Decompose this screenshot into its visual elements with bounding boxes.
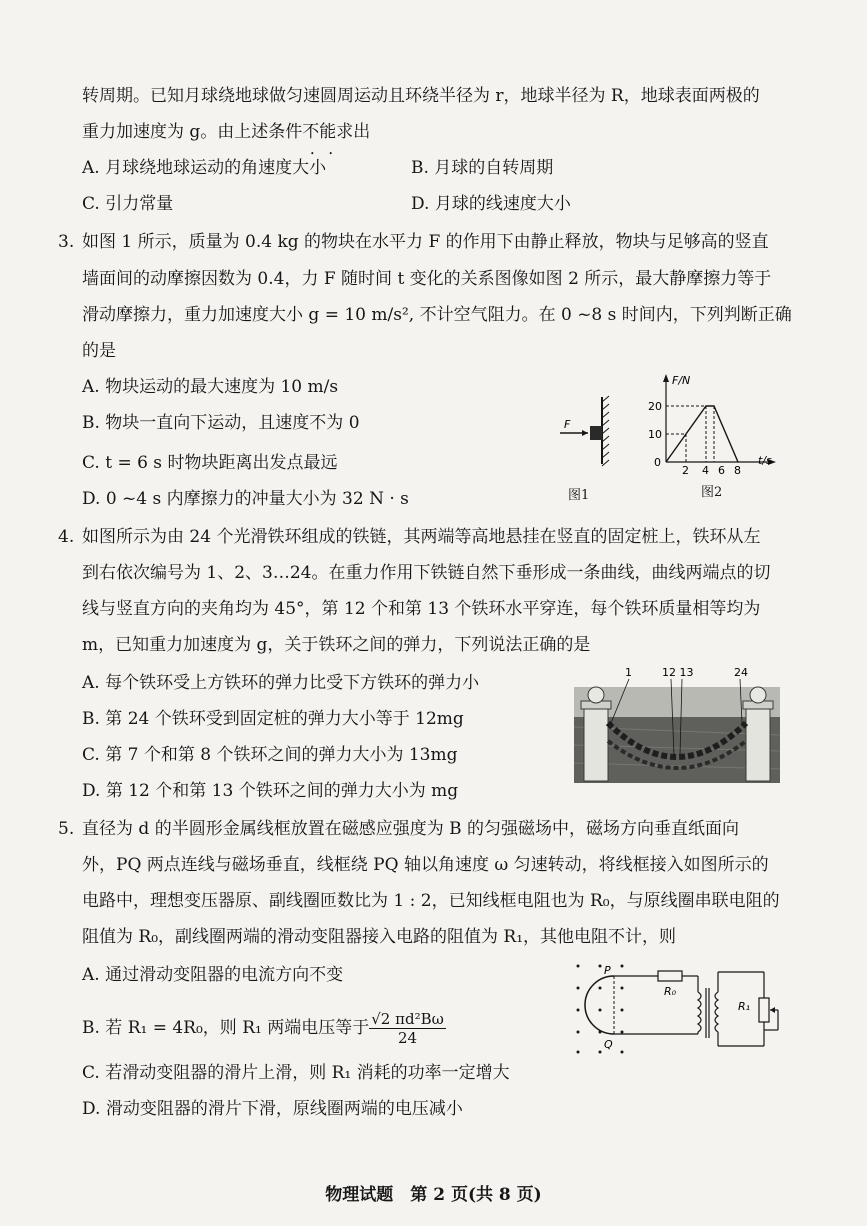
q3-line-4: 的是 [82, 341, 116, 361]
q3-number: 3. [58, 232, 75, 252]
q5-line-2: 外，PQ 两点连线与磁场垂直，线框绕 PQ 轴以角速度 ω 匀速转动，将线框接入如图所示的 [82, 855, 769, 875]
q5-number: 5. [58, 819, 75, 839]
q5-line-4: 阻值为 R₀，副线圈两端的滑动变阻器接入电路的阻值为 R₁，其他电阻不计，则 [82, 927, 677, 947]
q4-number: 4. [58, 527, 75, 547]
q3-option-b: B. 物块一直向下运动，且速度不为 0 [82, 413, 360, 433]
q3-line-3: 滑动摩擦力，重力加速度大小 g = 10 m/s², 不计空气阻力。在 0 ~8 s 时间内，下列判断正确 [82, 305, 792, 325]
q2-option-c: C. 引力常量 [82, 194, 174, 214]
q2-line-2 [82, 120, 370, 144]
graph-y-tick-10: 10 [648, 428, 662, 441]
q5-line-1: 直径为 d 的半圆形金属线框放置在磁感应强度为 B 的匀强磁场中，磁场方向垂直纸面向 [82, 819, 739, 839]
q3-figure-1 [552, 392, 624, 470]
q2-line-2a: 重力加速度为 g。由上述条件 [82, 122, 303, 142]
chain-label-1: 1 [625, 666, 632, 679]
q2-option-b: B. 月球的自转周期 [411, 158, 554, 178]
q3-option-c: C. t = 6 s 时物块距离出发点最远 [82, 453, 338, 473]
graph-y-axis-label: F/N [672, 374, 691, 387]
q2-line-2c: 求出 [336, 122, 371, 142]
q5-option-d: D. 滑动变阻器的滑片下滑，原线圈两端的电压减小 [82, 1099, 463, 1119]
graph-y-tick-0: 0 [654, 456, 661, 469]
graph-x-tick-6: 6 [718, 464, 725, 477]
graph-y-tick-20: 20 [648, 400, 662, 413]
circuit-label-q: Q [604, 1038, 613, 1051]
q5-option-b-text: B. 若 R₁ = 4R₀，则 R₁ 两端电压等于 [82, 1018, 370, 1038]
fig1-force-label: F [564, 418, 571, 431]
graph-x-tick-4: 4 [702, 464, 709, 477]
q3-figure-1-caption: 图1 [568, 488, 590, 503]
q3-figure-2-graph [644, 372, 786, 480]
q2-emphasis-text: 不能 • • [302, 122, 336, 142]
q4-option-b: B. 第 24 个铁环受到固定桩的弹力大小等于 12mg [82, 709, 464, 729]
q5-option-b-fraction [369, 1010, 446, 1047]
q2-line-1: 转周期。已知月球绕地球做匀速圆周运动且环绕半径为 r，地球半径为 R，地球表面两极的 [82, 86, 760, 106]
q4-option-c: C. 第 7 个和第 8 个铁环之间的弹力大小为 13mg [82, 745, 458, 765]
q4-chain-photo [574, 665, 780, 783]
q5-option-b [82, 1010, 446, 1047]
q4-line-4: m，已知重力加速度为 g，关于铁环之间的弹力，下列说法正确的是 [82, 635, 591, 655]
q4-option-a: A. 每个铁环受上方铁环的弹力比受下方铁环的弹力小 [82, 673, 480, 693]
fraction-numerator: √2 πd²Bω [371, 1010, 444, 1028]
q2-option-a: A. 月球绕地球运动的角速度大小 [82, 158, 327, 178]
q5-option-a: A. 通过滑动变阻器的电流方向不变 [82, 965, 344, 985]
q3-line-1: 如图 1 所示，质量为 0.4 kg 的物块在水平力 F 的作用下由静止释放，物块与足够高的竖直 [82, 232, 769, 252]
circuit-label-r0: R₀ [664, 985, 677, 998]
q3-figure-2-caption: 图2 [701, 485, 723, 500]
page-footer: 物理试题 第 2 页(共 8 页) [325, 1185, 542, 1205]
graph-x-tick-8: 8 [734, 464, 741, 477]
circuit-label-p: P [604, 964, 611, 977]
chain-label-24: 24 [734, 666, 748, 679]
q4-line-1: 如图所示为由 24 个光滑铁环组成的铁链，其两端等高地悬挂在竖直的固定桩上，铁环从左 [82, 527, 761, 547]
graph-x-tick-2: 2 [682, 464, 689, 477]
chain-label-12-13: 12 13 [662, 666, 694, 679]
graph-x-axis-label: t/s [758, 454, 772, 467]
q4-option-d: D. 第 12 个和第 13 个铁环之间的弹力大小为 mg [82, 781, 459, 801]
q4-line-2: 到右依次编号为 1、2、3…24。在重力作用下铁链自然下垂形成一条曲线，曲线两端点的切 [82, 563, 771, 583]
q3-option-d: D. 0 ~4 s 内摩擦力的冲量大小为 32 N · s [82, 489, 409, 509]
q4-line-3: 线与竖直方向的夹角均为 45°，第 12 个和第 13 个铁环水平穿连，每个铁环质量相等均为 [82, 599, 761, 619]
q5-circuit-diagram [572, 958, 782, 1060]
circuit-label-r1: R₁ [738, 1000, 751, 1013]
q3-option-a: A. 物块运动的最大速度为 10 m/s [82, 377, 339, 397]
q5-option-c: C. 若滑动变阻器的滑片上滑，则 R₁ 消耗的功率一定增大 [82, 1063, 510, 1083]
fraction-denominator: 24 [397, 1029, 418, 1047]
q3-line-2: 墙面间的动摩擦因数为 0.4，力 F 随时间 t 变化的关系图像如图 2 所示，最大静摩擦力等于 [82, 269, 772, 289]
q5-line-3: 电路中，理想变压器原、副线圈匝数比为 1 : 2，已知线框电阻也为 R₀，与原线圈串联电阻的 [82, 891, 780, 911]
q2-option-d: D. 月球的线速度大小 [411, 194, 571, 214]
